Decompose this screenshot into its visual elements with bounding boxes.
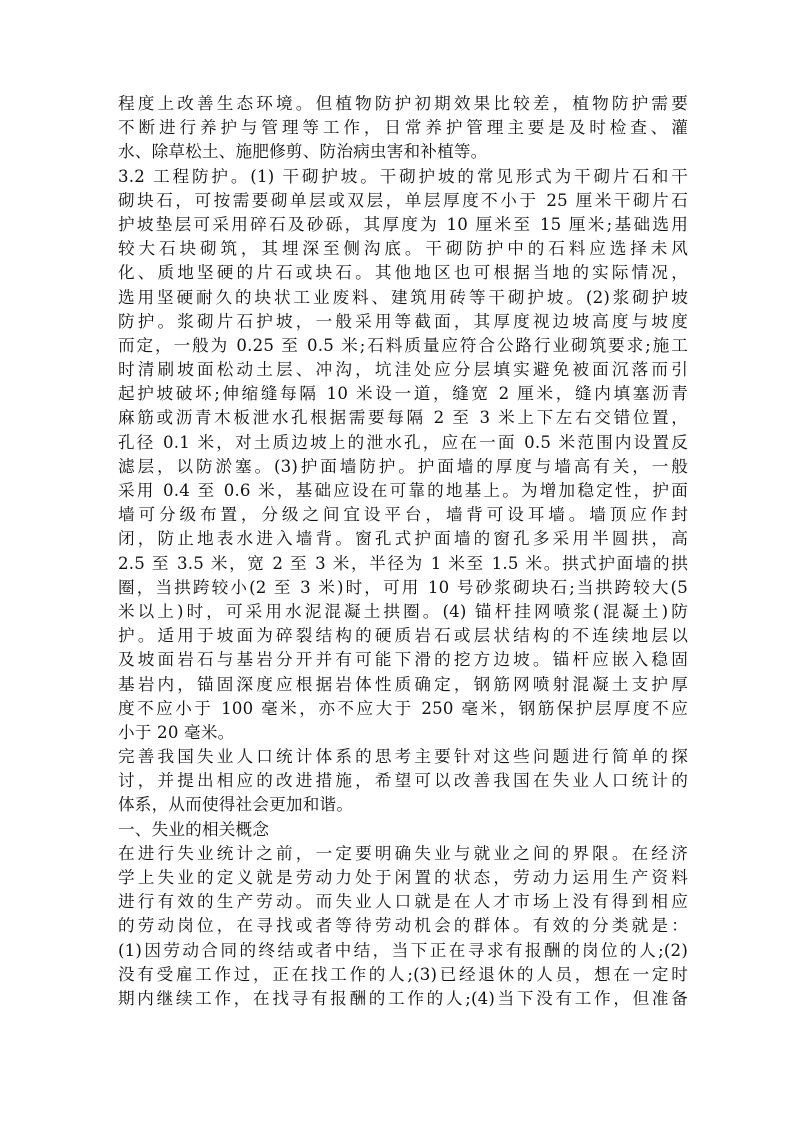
text-line: 麻筋或沥青木板泄水孔根据需要每隔 2 至 3 米上下左右交错位置， xyxy=(118,408,688,428)
text-line: 砌块石，可按需要砌单层或双层，单层厚度不小于 25 厘米干砌片石 xyxy=(118,190,688,210)
text-line: 在进行失业统计之前，一定要明确失业与就业之间的界限。在经济 xyxy=(118,843,688,863)
text-line: 体系，从而使得社会更加和谐。 xyxy=(118,795,354,815)
text-line: 小于 20 毫米。 xyxy=(118,722,235,742)
document-body xyxy=(118,92,688,1011)
text-line: 护坡垫层可采用碎石及砂砾，其厚度为 10 厘米至 15 厘米;基础选用 xyxy=(118,214,688,234)
text-line: 圈，当拱跨较小(2 至 3 米)时，可用 10 号砂浆砌块石;当拱跨较大(5 xyxy=(118,577,688,597)
text-line: 完善我国失业人口统计体系的思考主要针对这些问题进行简单的探 xyxy=(118,747,688,767)
text-line: 的劳动岗位，在寻找或者等待劳动机会的群体。有效的分类就是： xyxy=(118,916,688,936)
text-line: 进行有效的生产劳动。而失业人口就是在人才市场上没有得到相应 xyxy=(118,892,688,912)
text-line: 及坡面岩石与基岩分开并有可能下滑的挖方边坡。锚杆应嵌入稳固 xyxy=(118,650,688,670)
text-line: 较大石块砌筑，其埋深至侧沟底。干砌防护中的石料应选择未风 xyxy=(118,239,688,259)
text-line: 而定，一般为 0.25 至 0.5 米;石料质量应符合公路行业砌筑要求;施工 xyxy=(118,335,688,355)
text-line: 滤层，以防淤塞。(3)护面墙防护。护面墙的厚度与墙高有关，一般 xyxy=(118,456,688,476)
text-line: 2.5 至 3.5 米，宽 2 至 3 米，半径为 1 米至 1.5 米。拱式护面墙的拱 xyxy=(118,553,688,573)
text-line: 学上失业的定义就是劳动力处于闲置的状态，劳动力运用生产资料 xyxy=(118,868,688,887)
text-line: 不断进行养护与管理等工作，日常养护管理主要是及时检查、灌 xyxy=(118,118,688,138)
text-line: 度不应小于 100 毫米，亦不应大于 250 毫米，钢筋保护层厚度不应 xyxy=(118,698,688,718)
text-line: 讨，并提出相应的改进措施，希望可以改善我国在失业人口统计的 xyxy=(118,771,688,791)
text-line: 时清刷坡面松动土层、冲沟，坑洼处应分层填实避免被面沉落而引 xyxy=(118,360,688,380)
text-line: 没有受雇工作过，正在找工作的人;(3)已经退休的人员，想在一定时 xyxy=(118,964,688,984)
text-line: 基岩内，锚固深度应根据岩体性质确定，钢筋网喷射混凝土支护厚 xyxy=(118,674,688,694)
text-line: (1)因劳动合同的终结或者中结，当下正在寻求有报酬的岗位的人;(2) xyxy=(118,940,688,960)
text-line: 选用坚硬耐久的块状工业废料、建筑用砖等干砌护坡。(2)浆砌护坡 xyxy=(118,287,688,307)
text-line: 孔径 0.1 米，对土质边坡上的泄水孔，应在一面 0.5 米范围内设置反 xyxy=(118,432,688,452)
text-line: 采用 0.4 至 0.6 米，基础应设在可靠的地基上。为增加稳定性，护面 xyxy=(118,481,688,500)
text-line: 期内继续工作，在找寻有报酬的工作的人;(4)当下没有工作，但准备 xyxy=(118,988,688,1008)
text-line: 程度上改善生态环境。但植物防护初期效果比较差，植物防护需要 xyxy=(118,94,688,113)
text-line: 闭，防止地表水进入墙背。窗孔式护面墙的窗孔多采用半圆拱，高 xyxy=(118,529,688,549)
text-line: 水、除草松土、施肥修剪、防治病虫害和补植等。 xyxy=(118,142,488,162)
section-heading: 一、失业的相关概念 xyxy=(118,819,270,839)
text-line: 起护坡破坏;伸缩缝每隔 10 米设一道，缝宽 2 厘米，缝内填塞沥青 xyxy=(118,384,688,404)
text-line: 墙可分级布置，分级之间宜设平台，墙背可设耳墙。墙顶应作封 xyxy=(118,505,688,525)
text-line: 护。适用于坡面为碎裂结构的硬质岩石或层状结构的不连续地层以 xyxy=(118,626,688,646)
text-line: 3.2 工程防护。(1) 干砌护坡。干砌护坡的常见形式为干砌片石和干 xyxy=(118,166,688,186)
text-line: 化、质地坚硬的片石或块石。其他地区也可根据当地的实际情况， xyxy=(118,263,688,283)
text-line: 米以上)时，可采用水泥混凝土拱圈。(4) 锚杆挂网喷浆(混凝土)防 xyxy=(118,601,688,621)
text-line: 防护。浆砌片石护坡，一般采用等截面，其厚度视边坡高度与坡度 xyxy=(118,311,688,331)
